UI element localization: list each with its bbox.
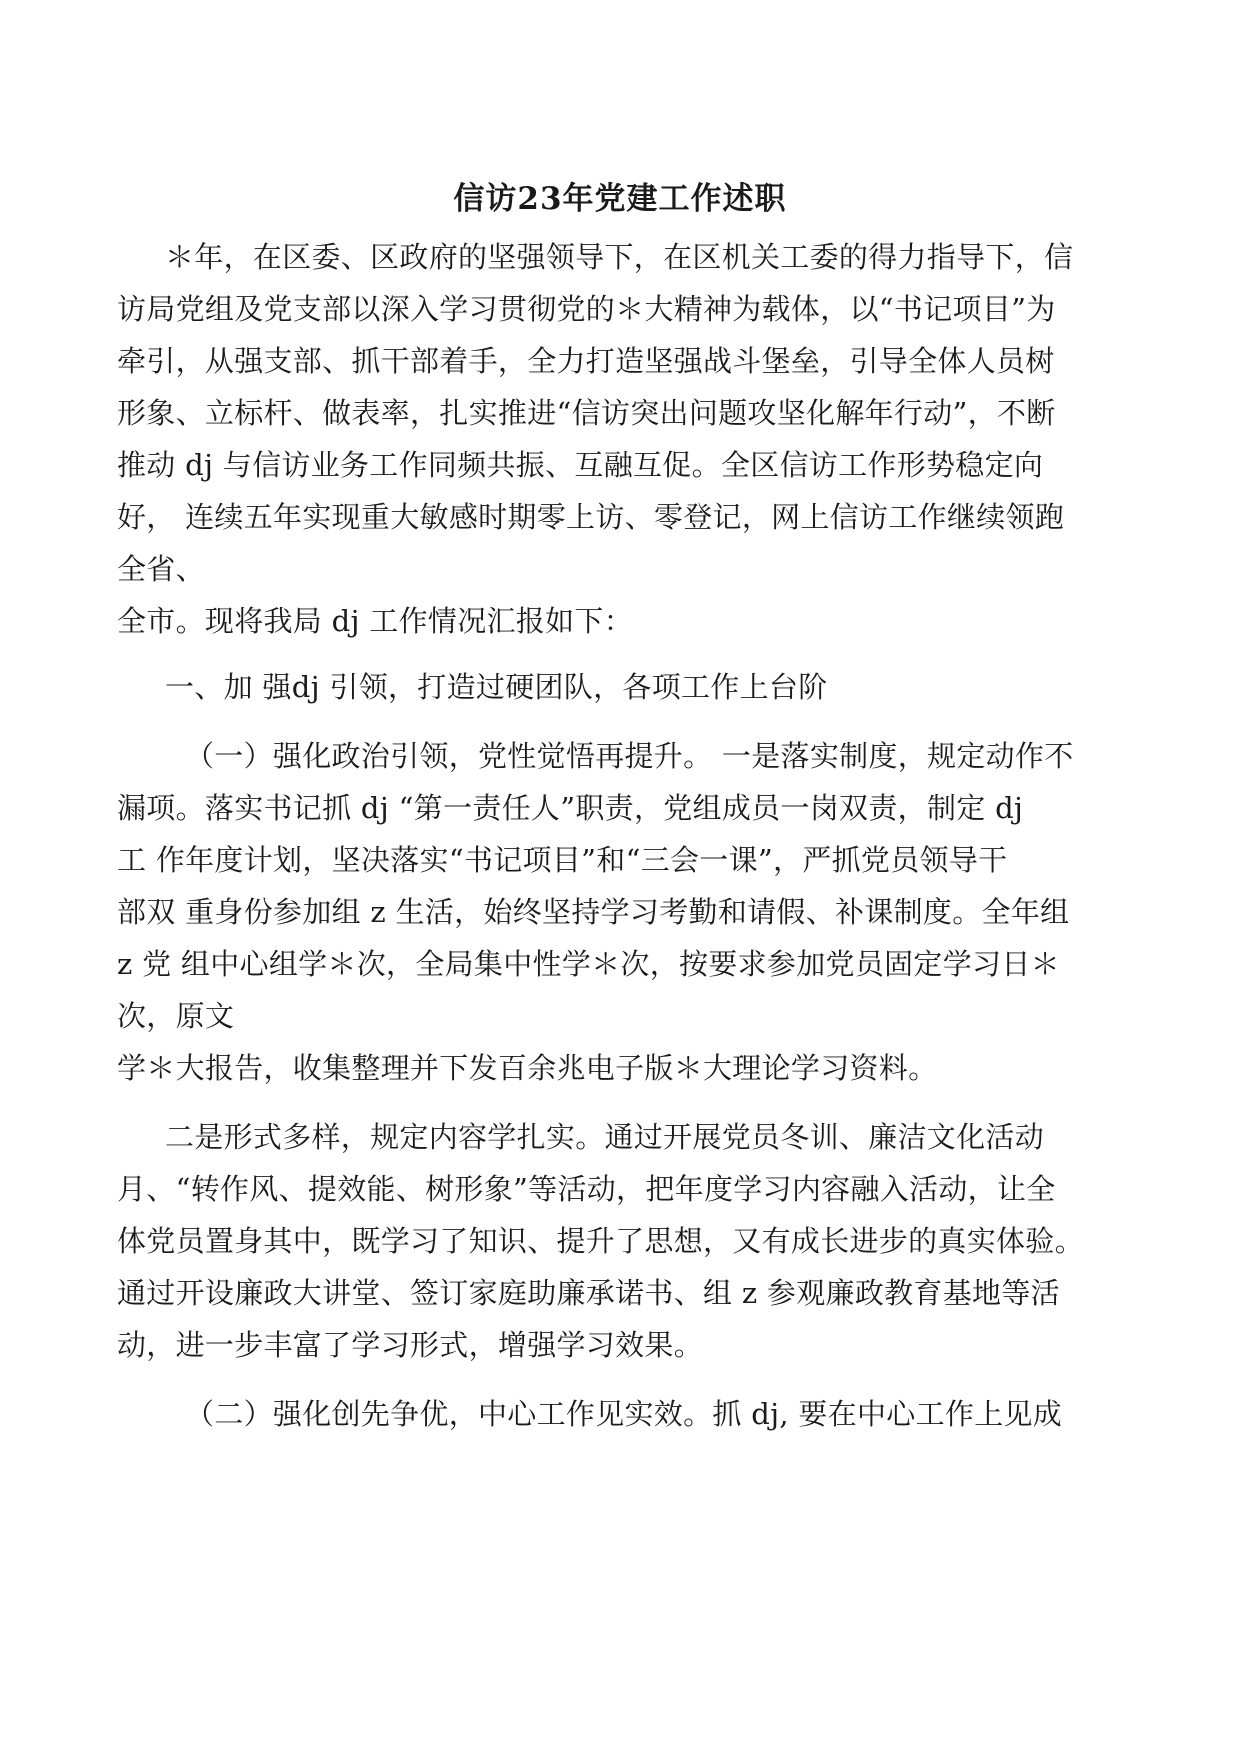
paragraph-line: 月、“转作风、提效能、树形象”等活动，把年度学习内容融入活动，让全 bbox=[117, 1172, 1056, 1206]
paragraph-line: 动，进一步丰富了学习形式，增强学习效果。 bbox=[117, 1328, 704, 1362]
paragraph-line: z 党 组中心组学＊次，全局集中性学＊次，按要求参加党员固定学习日＊ bbox=[117, 947, 1060, 981]
paragraph-line: 推动 dj 与信访业务工作同频共振、互融互促。全区信访工作形势稳定向 bbox=[117, 448, 1044, 482]
paragraph-line: 体党员置身其中，既学习了知识、提升了思想，又有成长进步的真实体验。 bbox=[117, 1224, 1084, 1258]
paragraph-line: 全省、 bbox=[117, 552, 205, 586]
paragraph-line: 形象、立标杆、做表率，扎实推进“信访突出问题攻坚化解年行动”，不断 bbox=[117, 396, 1056, 430]
paragraph-line: ＊年，在区委、区政府的坚强领导下，在区机关工委的得力指导下，信 bbox=[165, 240, 1074, 274]
paragraph-line: 学＊大报告，收集整理并下发百余兆电子版＊大理论学习资料。 bbox=[117, 1051, 938, 1085]
paragraph-line: 全市。现将我局 dj 工作情况汇报如下： bbox=[117, 604, 633, 638]
paragraph-line: 次，原文 bbox=[117, 999, 235, 1033]
paragraph-line: 访局党组及党支部以深入学习贯彻党的＊大精神为载体，以“书记项目”为 bbox=[117, 292, 1056, 326]
paragraph-line: 部双 重身份参加组 z 生活，始终坚持学习考勤和请假、补课制度。全年组 bbox=[117, 895, 1070, 929]
paragraph-line: 二是形式多样，规定内容学扎实。通过开展党员冬训、廉洁文化活动 bbox=[165, 1120, 1045, 1154]
paragraph-line: 牵引，从强支部、抓干部着手，全力打造坚强战斗堡垒，引导全体人员树 bbox=[117, 344, 1055, 378]
subsection-heading-line: （二）强化创先争优，中心工作见实效。抓 dj, 要在中心工作上见成 bbox=[185, 1397, 1063, 1431]
paragraph-line: 工 作年度计划，坚决落实“书记项目”和“三会一课”，严抓党员领导干 bbox=[117, 843, 1008, 877]
document-title: 信访23年党建工作述职 bbox=[453, 181, 787, 217]
section-heading: 一、加 强dj 引领，打造过硬团队，各项工作上台阶 bbox=[165, 670, 828, 704]
subsection-heading-line: （一）强化政治引领，党性觉悟再提升。 一是落实制度，规定动作不 bbox=[185, 739, 1074, 773]
paragraph-line: 好， 连续五年实现重大敏感时期零上访、零登记，网上信访工作继续领跑 bbox=[117, 500, 1065, 534]
paragraph-line: 漏项。落实书记抓 dj “第一责任人”职责，党组成员一岗双责，制定 dj bbox=[117, 791, 1024, 825]
paragraph-line: 通过开设廉政大讲堂、签订家庭助廉承诺书、组 z 参观廉政教育基地等活 bbox=[117, 1276, 1060, 1310]
